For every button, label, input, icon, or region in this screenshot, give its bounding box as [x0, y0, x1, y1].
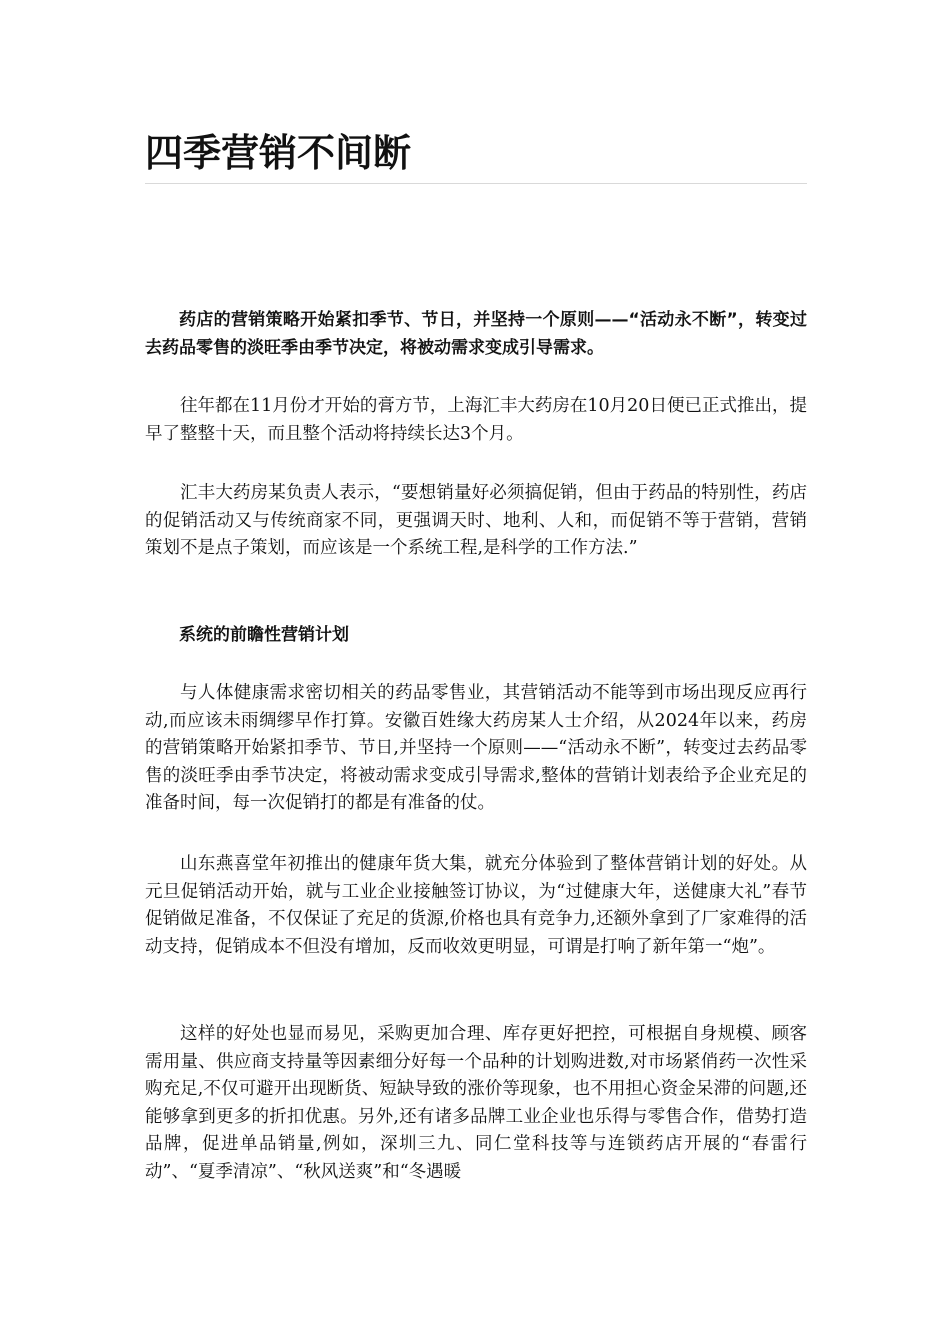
section-paragraph-1: 与人体健康需求密切相关的药品零售业，其营销活动不能等到市场出现反应再行动,而应该未雨绸缪早作打算。安徽百姓缘大药房某人士介绍，从2024年以来，药房的营销策略开始紧扣季节、节日,并坚持一个原则——“活动永不断”，转变过去药品零售的淡旺季由季节决定，将被动需求变成引导需求,整体的营销计划表给予企业充足的准备时间，每一次促销打的都是有准备的仗。 — [145, 683, 807, 813]
title-divider — [145, 183, 807, 184]
section-paragraph-2: 山东燕喜堂年初推出的健康年货大集，就充分体验到了整体营销计划的好处。从元旦促销活动开始，就与工业企业接触签订协议，为“过健康大年，送健康大礼”春节促销做足准备，不仅保证了充足的货源,价格也具有竞争力,还额外拿到了厂家难得的活动支持，促销成本不但没有增加，反而收效更明显，可谓是打响了新年第一“炮”。 — [145, 854, 807, 957]
section-paragraph-3: 这样的好处也显而易见，采购更加合理、库存更好把控，可根据自身规模、顾客需用量、供应商支持量等因素细分好每一个品种的计划购进数,对市场紧俏药一次性采购充足,不仅可避开出现断货、短缺导致的涨价等现象，也不用担心资金呆滞的问题,还能够拿到更多的折扣优惠。另外,还有诸多品牌工业企业也乐得与零售合作，借势打造品牌，促进单品销量,例如，深圳三九、同仁堂科技等与连锁药店开展的“春雷行动”、“夏季清凉”、“秋风送爽”和“冬遇暖 — [145, 1024, 807, 1182]
body-paragraph-2: 汇丰大药房某负责人表示，“要想销量好必须搞促销，但由于药品的特别性，药店的促销活动又与传统商家不同，更强调天时、地利、人和，而促销不等于营销，营销策划不是点子策划，而应该是一个系统工程,是科学的工作方法.” — [145, 483, 807, 558]
section-heading: 系统的前瞻性营销计划 — [179, 625, 349, 645]
article-title: 四季营销不间断 — [145, 131, 412, 175]
lead-paragraph: 药店的营销策略开始紧扣季节、节日，并坚持一个原则——“活动永不断”，转变过去药品零售的淡旺季由季节决定，将被动需求变成引导需求。 — [145, 310, 807, 358]
body-paragraph-1: 往年都在11月份才开始的膏方节，上海汇丰大药房在10月20日便已正式推出，提早了整整十天，而且整个活动将持续长达3个月。 — [145, 396, 807, 444]
